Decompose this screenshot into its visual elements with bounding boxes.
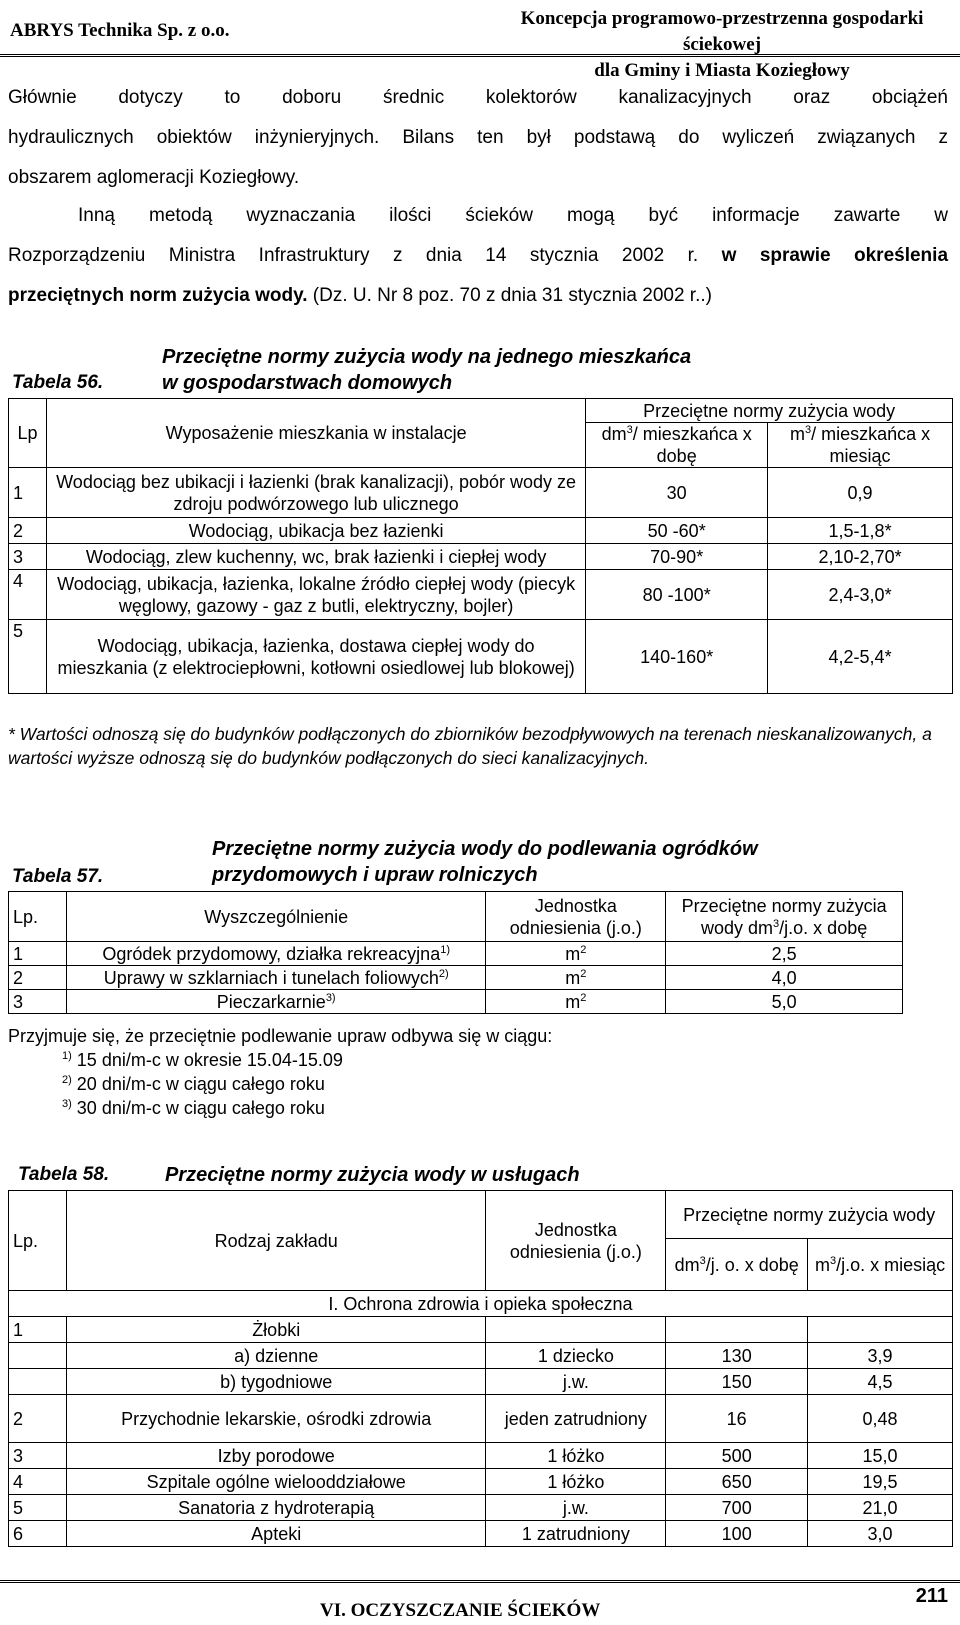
document-title-line1: Koncepcja programowo-przestrzenna gospodarki ściekowej [520, 8, 924, 55]
table-58-section-heading: I. Ochrona zdrowia i opieka społeczna [9, 1291, 953, 1317]
row-unit: j.w. [486, 1495, 666, 1521]
row-dm [666, 1317, 808, 1343]
table-56-caption: Tabela 56. [12, 372, 104, 393]
row-dm: 100 [666, 1521, 808, 1547]
table-56-footnote: * Wartości odnoszą się do budynków podłączonych do zbiorników bezodpływowych na terenach nieskanalizowanych, a wartości wyższe odnoszą się do budynków podłączonych do sieci kanalizacyjnych. [8, 724, 932, 768]
regulation-text: Rozporządzeniu Ministra Infrastruktury z dnia 14 stycznia 2002 r. [8, 245, 722, 266]
row-lp: 2 [9, 518, 47, 544]
table-row [9, 544, 953, 570]
row-lp: 5 [9, 1495, 67, 1521]
table-58-header-dm: $dm^3/j$. o. x dobę [666, 1239, 808, 1291]
row-type: Przychodnie lekarskie, ośrodki zdrowia [66, 1395, 485, 1443]
table-56 [8, 398, 953, 694]
document-title [492, 6, 952, 84]
regulation-citation: (Dz. U. Nr 8 poz. 70 z dnia 31 stycznia 2002 r..) [307, 285, 712, 306]
row-m: 3,0 [808, 1521, 953, 1547]
row-description: Wodociąg, ubikacja, łazienka, lokalne źródło ciepłej wody (piecyk węglowy, gazowy - gaz z butli, elektryczny, bojler) [46, 570, 585, 620]
row-m: 21,0 [808, 1495, 953, 1521]
page-number: 211 [915, 1585, 948, 1607]
paragraph-2 [8, 196, 948, 316]
row-lp: 5 [9, 620, 47, 694]
row-unit: $m^2$ [486, 990, 666, 1014]
row-m: 2,4-3,0* [768, 570, 953, 620]
row-lp: 3 [9, 544, 47, 570]
row-unit: 1 zatrudniony [486, 1521, 666, 1547]
row-m: 4,2-5,4* [768, 620, 953, 694]
row-unit: $m^2$ [486, 942, 666, 966]
row-value: 4,0 [666, 966, 903, 990]
row-lp: 1 [9, 468, 47, 518]
row-m: 19,5 [808, 1469, 953, 1495]
company-name: ABRYS Technika Sp. z o.o. [10, 20, 230, 41]
row-unit: $m^2$ [486, 966, 666, 990]
row-unit: jeden zatrudniony [486, 1395, 666, 1443]
table-57 [8, 891, 903, 1014]
table-58-header-unit: Jednostka odniesienia (j.o.) [486, 1191, 666, 1291]
table-row [9, 1395, 953, 1443]
row-type: Szpitale ogólne wielooddziałowe [66, 1469, 485, 1495]
row-lp: 2 [9, 1395, 67, 1443]
row-unit [486, 1317, 666, 1343]
table-56-header-m: $m^3/$ mieszkańca x miesiąc [768, 423, 953, 468]
row-dm: 650 [666, 1469, 808, 1495]
row-lp [9, 1369, 67, 1395]
row-lp: 4 [9, 1469, 67, 1495]
table-57-title [212, 836, 758, 888]
row-dm: 16 [666, 1395, 808, 1443]
header-rule [0, 54, 960, 57]
table-56-header-lp: Lp [9, 399, 47, 468]
row-unit: 1 dziecko [486, 1343, 666, 1369]
row-description: Wodociąg bez ubikacji i łazienki (brak kanalizacji), pobór wody ze zdroju podwórzowego lub ulicznego [46, 468, 585, 518]
table-57-intro: Przyjmuje się, że przeciętnie podlewanie upraw odbywa się w ciągu: [8, 1026, 553, 1046]
document-title-line2: dla Gminy i Miasta Koziegłowy [594, 60, 850, 81]
row-dm: 50 -60* [586, 518, 768, 544]
row-dm: 30 [586, 468, 768, 518]
paragraph-2-line-2 [8, 236, 948, 276]
row-type: b) tygodniowe [66, 1369, 485, 1395]
table-58 [8, 1190, 953, 1547]
table-57-footnote-2: $^{2)}$ 20 dni/m-c w ciągu całego roku [62, 1074, 325, 1094]
table-57-header-lp: Lp. [9, 892, 67, 942]
row-type: Apteki [66, 1521, 485, 1547]
row-description: Uprawy w szklarniach i tunelach foliowych$^{2)}$ [66, 966, 485, 990]
row-type: Żłobki [66, 1317, 485, 1343]
table-56-header-dm: $dm^3/$ mieszkańca x dobę [586, 423, 768, 468]
table-row [9, 1443, 953, 1469]
table-56-title-line2: w gospodarstwach domowych [162, 372, 453, 394]
row-dm: 140-160* [586, 620, 768, 694]
row-type: Sanatoria z hydroterapią [66, 1495, 485, 1521]
paragraph-1-line-3: obszarem aglomeracji Koziegłowy. [8, 167, 300, 188]
row-value: 2,5 [666, 942, 903, 966]
row-description: Wodociąg, ubikacja, łazienka, dostawa ciepłej wody do mieszkania (z elektrociepłowni, kotłowni osiedlowej lub blokowej) [46, 620, 585, 694]
row-type: Izby porodowe [66, 1443, 485, 1469]
regulation-subject-end: przeciętnych norm zużycia wody. [8, 285, 308, 306]
row-dm: 130 [666, 1343, 808, 1369]
row-m: 15,0 [808, 1443, 953, 1469]
row-lp: 3 [9, 990, 67, 1014]
row-unit: j.w. [486, 1369, 666, 1395]
table-57-header-norm: Przeciętne normy zużycia wody $dm^3/j.o$. x dobę [666, 892, 903, 942]
table-57-footnote-3: $^{3)}$ 30 dni/m-c w ciągu całego roku [62, 1098, 325, 1118]
row-dm: 500 [666, 1443, 808, 1469]
page-header [0, 0, 960, 81]
table-row [9, 942, 903, 966]
table-row [9, 1343, 953, 1369]
row-description: Wodociąg, ubikacja bez łazienki [46, 518, 585, 544]
row-description: Wodociąg, zlew kuchenny, wc, brak łazienki i ciepłej wody [46, 544, 585, 570]
paragraph-1 [8, 78, 948, 198]
row-dm: 150 [666, 1369, 808, 1395]
paragraph-1-line-1: Głównie dotyczy to doboru średnic kolektorów kanalizacyjnych oraz obciążeń [8, 87, 948, 108]
row-description: Pieczarkarnie$^{3)}$ [66, 990, 485, 1014]
table-56-title [162, 344, 691, 396]
row-value: 5,0 [666, 990, 903, 1014]
row-dm: 70-90* [586, 544, 768, 570]
table-row [9, 518, 953, 544]
row-type: a) dzienne [66, 1343, 485, 1369]
row-lp: 3 [9, 1443, 67, 1469]
table-row [9, 1521, 953, 1547]
row-description: Ogródek przydomowy, działka rekreacyjna$^{1)}$ [66, 942, 485, 966]
paragraph-1-line-2: hydraulicznych obiektów inżynieryjnych. Bilans ten był podstawą do wyliczeń związanych z [8, 127, 948, 148]
table-58-header-m: $m^3/j.o$. x miesiąc [808, 1239, 953, 1291]
row-lp: 4 [9, 570, 47, 620]
footer-rule [0, 1580, 960, 1583]
table-row [9, 570, 953, 620]
row-m: 4,5 [808, 1369, 953, 1395]
table-row [9, 966, 903, 990]
row-dm: 80 -100* [586, 570, 768, 620]
table-57-title-line2: przydomowych i upraw rolniczych [212, 864, 538, 886]
row-lp: 6 [9, 1521, 67, 1547]
chapter-title: VI. OCZYSZCZANIE ŚCIEKÓW [320, 1600, 601, 1621]
row-m: 3,9 [808, 1343, 953, 1369]
row-unit: 1 łóżko [486, 1469, 666, 1495]
row-lp: 1 [9, 942, 67, 966]
row-m: 2,10-2,70* [768, 544, 953, 570]
table-58-header-lp: Lp. [9, 1191, 67, 1291]
row-m: 0,9 [768, 468, 953, 518]
table-57-title-line1: Przeciętne normy zużycia wody do podlewania ogródków [212, 838, 758, 860]
row-lp: 2 [9, 966, 67, 990]
table-58-title: Przeciętne normy zużycia wody w usługach [165, 1164, 580, 1186]
table-58-header-norms: Przeciętne normy zużycia wody [666, 1191, 953, 1239]
table-row [9, 468, 953, 518]
regulation-subject: w sprawie określenia [721, 245, 949, 266]
row-lp: 1 [9, 1317, 67, 1343]
table-56-title-line1: Przeciętne normy zużycia wody na jednego mieszkańca [162, 346, 692, 368]
row-dm: 700 [666, 1495, 808, 1521]
paragraph-2-line-3 [8, 276, 948, 316]
row-m [808, 1317, 953, 1343]
table-57-header-unit: Jednostka odniesienia (j.o.) [486, 892, 666, 942]
paragraph-2-line-1: Inną metodą wyznaczania ilości ścieków mogą być informacje zawarte w [78, 205, 948, 226]
table-56-header-description: Wyposażenie mieszkania w instalacje [46, 399, 585, 468]
table-row [9, 1495, 953, 1521]
table-57-header-description: Wyszczególnienie [66, 892, 485, 942]
table-row [9, 1469, 953, 1495]
table-57-footnote-1: $^{1)}$ 15 dni/m-c w okresie 15.04-15.09 [62, 1050, 343, 1070]
row-m: 1,5-1,8* [768, 518, 953, 544]
row-m: 0,48 [808, 1395, 953, 1443]
table-row [9, 1369, 953, 1395]
table-row [9, 1317, 953, 1343]
table-58-header-type: Rodzaj zakładu [66, 1191, 485, 1291]
table-row [9, 990, 903, 1014]
table-56-header-norms: Przeciętne normy zużycia wody [586, 399, 953, 423]
row-unit: 1 łóżko [486, 1443, 666, 1469]
table-row [9, 620, 953, 694]
table-58-caption: Tabela 58. [18, 1164, 110, 1185]
row-lp [9, 1343, 67, 1369]
table-57-caption: Tabela 57. [12, 866, 104, 887]
